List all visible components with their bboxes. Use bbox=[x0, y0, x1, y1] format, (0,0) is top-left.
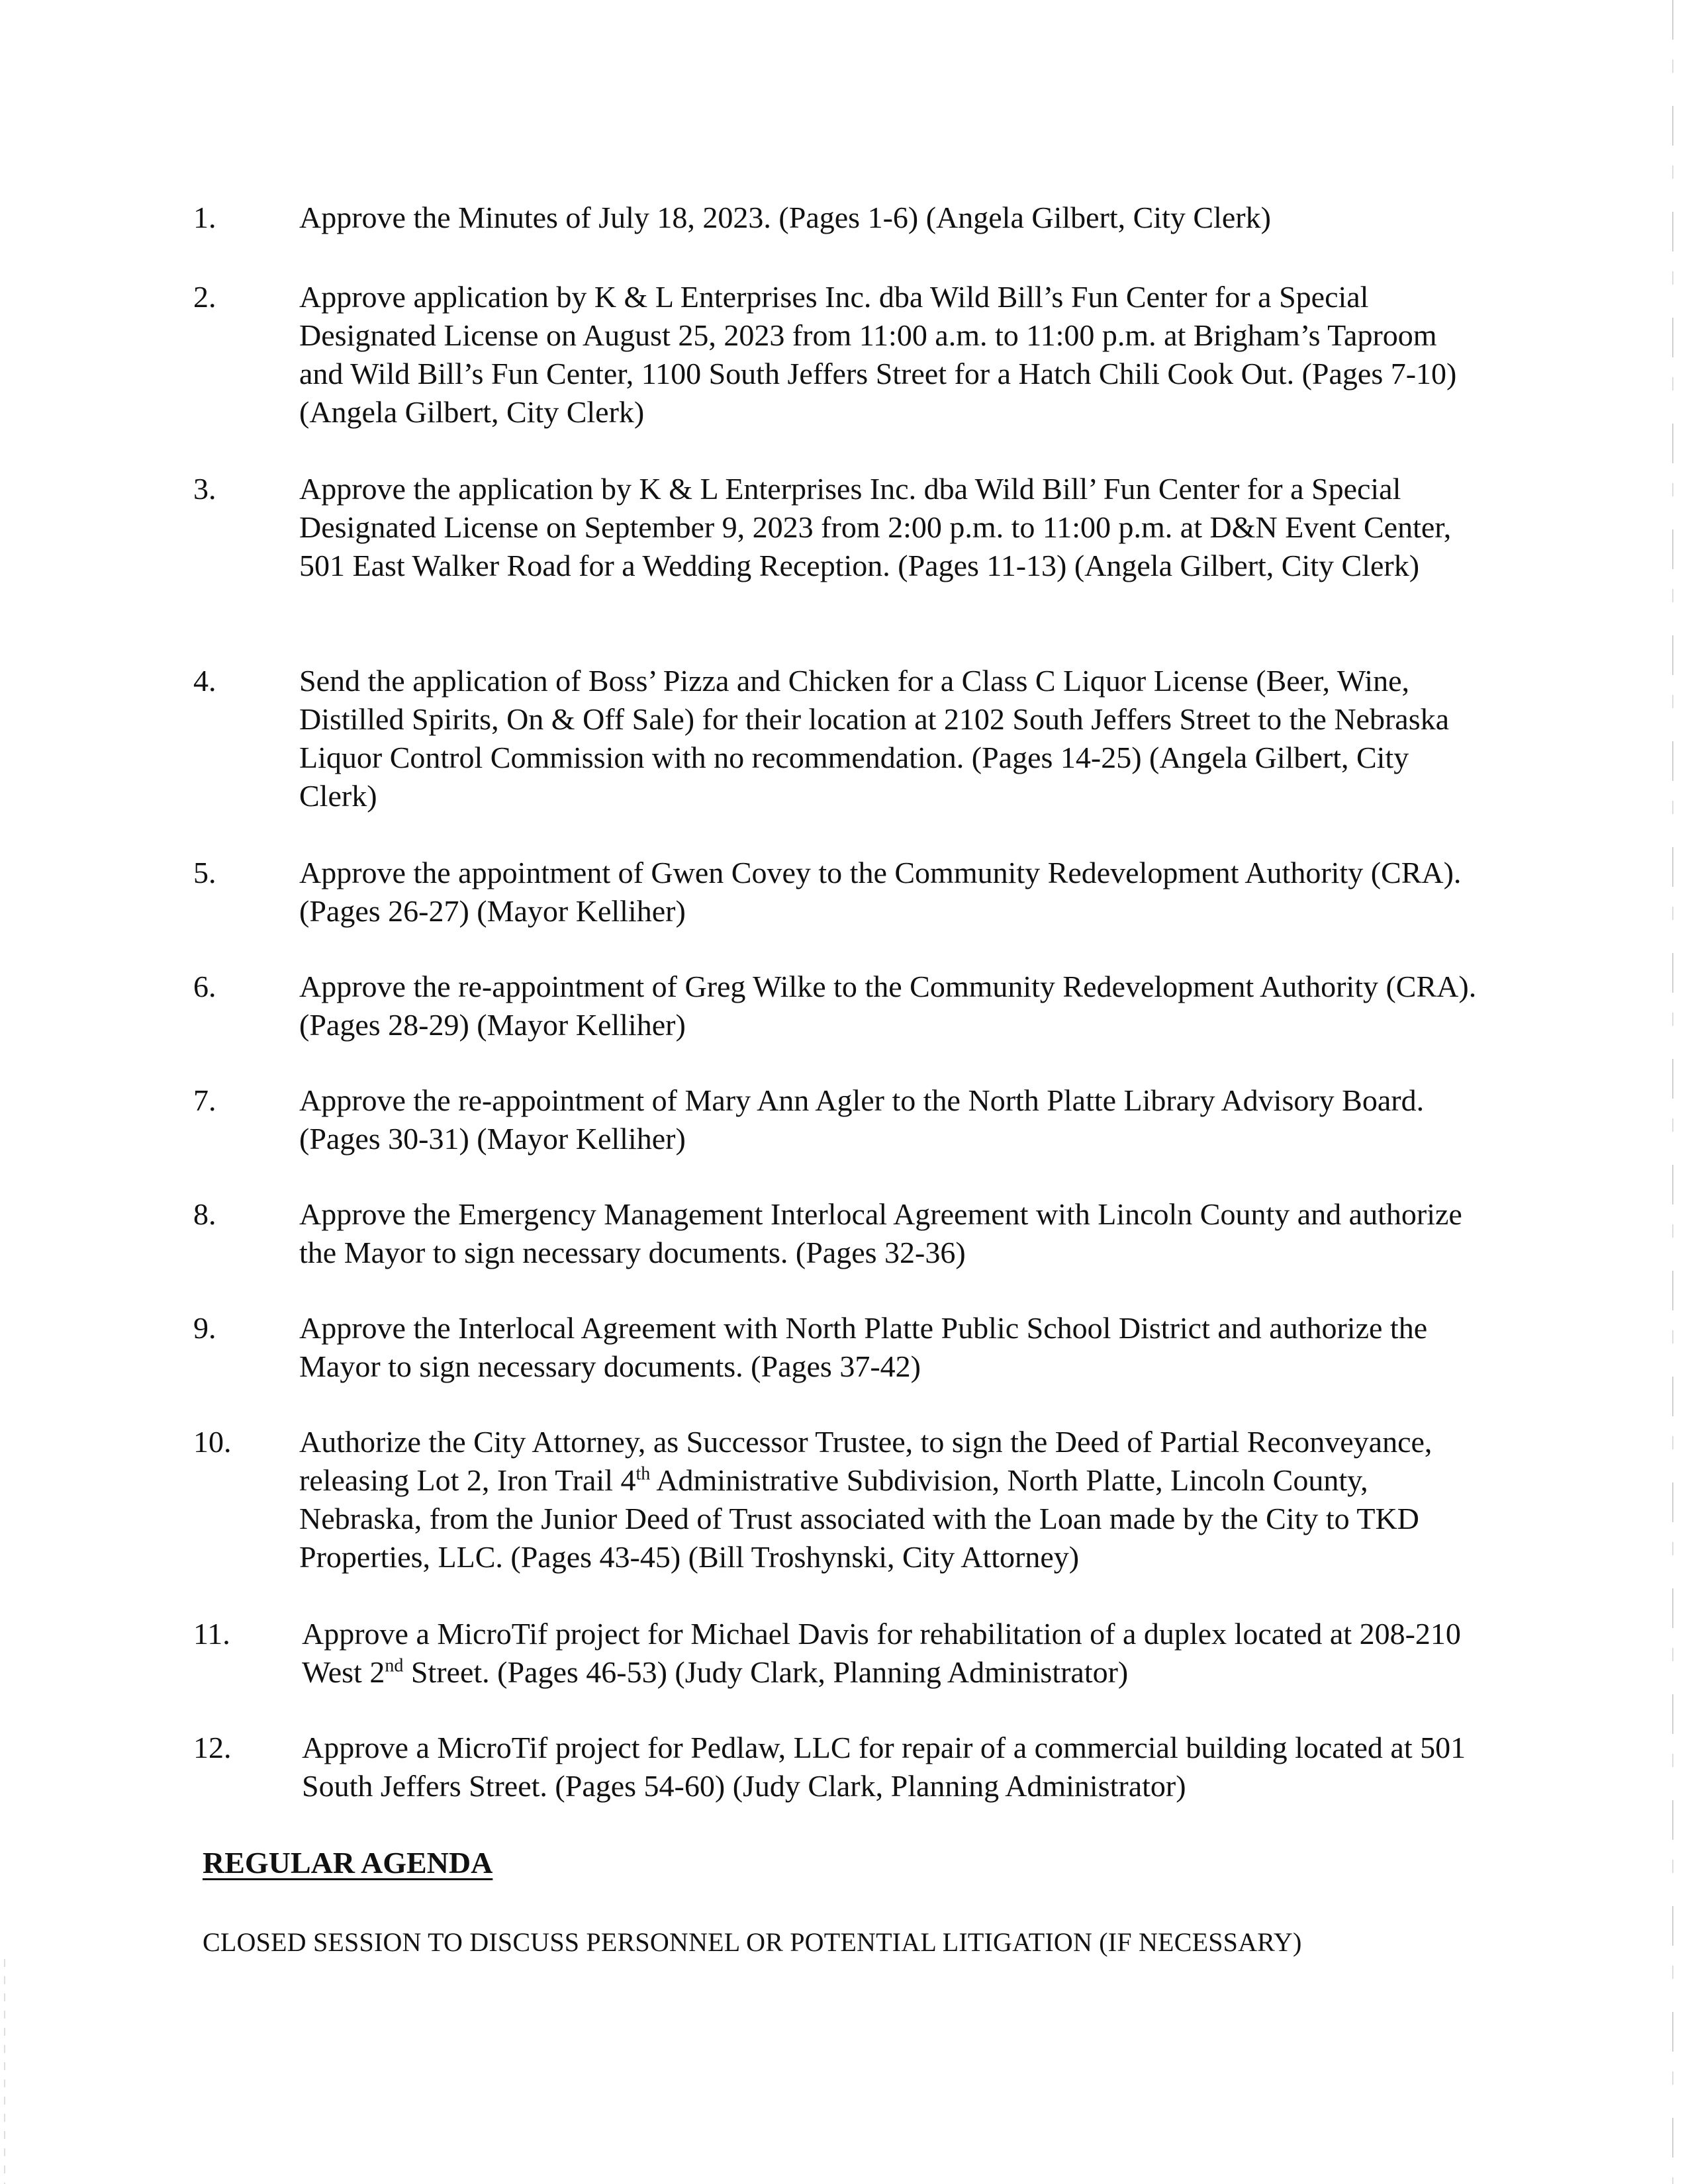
item-number: 8. bbox=[193, 1197, 216, 1231]
item-text: Approve the Interlocal Agreement with North Platte Public School District and authorize the Mayor to sign necessary documents. (Pages 37-42) bbox=[299, 1311, 1428, 1383]
item-number: 4. bbox=[193, 664, 216, 698]
item-text bbox=[302, 1615, 1487, 1692]
item-text: Approve the re-appointment of Mary Ann Agler to the North Platte Library Advisory Board. (Pages 30-31) (Mayor Kelliher) bbox=[299, 1083, 1425, 1156]
item-text: Approve the re-appointment of Greg Wilke to the Community Redevelopment Authority (CRA). (Pages 28-29) (Mayor Kelliher) bbox=[299, 970, 1477, 1042]
item-text-part: Street. (Pages 46-53) (Judy Clark, Planning Administrator) bbox=[403, 1655, 1129, 1689]
ordinal-suffix: nd bbox=[385, 1655, 404, 1676]
item-text: Approve application by K & L Enterprises Inc. dba Wild Bill’s Fun Center for a Special Designated License on August 25, 2023 from 11:00 a.m. to 11:00 p.m. at Brigham’s Taproom and Wild Bill’s Fun Center, 1100 South Jeffers Street for a Hatch Chili Cook Out. (Pages 7-10) (Angela Gilbert, City Clerk) bbox=[299, 280, 1457, 429]
item-number: 10. bbox=[193, 1425, 232, 1459]
item-number: 11. bbox=[193, 1617, 230, 1651]
item-text: Approve the Emergency Management Interlocal Agreement with Lincoln County and authorize the Mayor to sign necessary documents. (Pages 32-36) bbox=[299, 1197, 1462, 1269]
item-number: 7. bbox=[193, 1083, 216, 1117]
item-number: 3. bbox=[193, 472, 216, 506]
item-number: 5. bbox=[193, 856, 216, 889]
item-number: 9. bbox=[193, 1311, 216, 1345]
item-text: Approve the appointment of Gwen Covey to the Community Redevelopment Authority (CRA). (Pages 26-27) (Mayor Kelliher) bbox=[299, 856, 1462, 928]
item-text: Send the application of Boss’ Pizza and Chicken for a Class C Liquor License (Beer, Wine, Distilled Spirits, On & Off Sale) for their location at 2102 South Jeffers Street to the Nebraska Liquor Control Commission with no recommendation. (Pages 14-25) (Angela Gilbert, City Clerk) bbox=[299, 664, 1450, 813]
regular-agenda-heading: REGULAR AGENDA bbox=[203, 1846, 493, 1880]
item-text-part: Approve a MicroTif project for Michael Davis for rehabilitation of a duplex located at 208-210 West 2 bbox=[302, 1617, 1461, 1689]
closed-session-line: CLOSED SESSION TO DISCUSS PERSONNEL OR POTENTIAL LITIGATION (IF NECESSARY) bbox=[203, 1927, 1302, 1957]
item-text bbox=[299, 1423, 1484, 1576]
item-number: 1. bbox=[193, 201, 216, 234]
item-text: Approve the application by K & L Enterprises Inc. dba Wild Bill’ Fun Center for a Special Designated License on September 9, 2023 from 2:00 p.m. to 11:00 p.m. at D&N Event Center, 501 East Walker Road for a Wedding Reception. (Pages 11-13) (Angela Gilbert, City Clerk) bbox=[299, 472, 1452, 582]
item-text-part: Administrative Subdivision, North Platte, Lincoln County, Nebraska, from the Junior Deed of Trust associated with the Loan made by the City to TKD Properties, LLC. (Pages 43-45) (Bill Troshynski, City Attorney) bbox=[299, 1463, 1419, 1574]
item-number: 2. bbox=[193, 280, 216, 314]
scan-edge-mark bbox=[4, 1959, 5, 2184]
scan-edge-line bbox=[1672, 0, 1673, 2184]
item-text: Approve the Minutes of July 18, 2023. (Pages 1-6) (Angela Gilbert, City Clerk) bbox=[299, 201, 1271, 234]
item-number: 12. bbox=[193, 1731, 232, 1764]
item-number: 6. bbox=[193, 970, 216, 1003]
ordinal-suffix: th bbox=[635, 1463, 651, 1484]
item-text: Approve a MicroTif project for Pedlaw, LLC for repair of a commercial building located at 501 South Jeffers Street. (Pages 54-60) (Judy Clark, Planning Administrator) bbox=[302, 1731, 1466, 1803]
item-text-part: Authorize the City Attorney, as Successor Trustee, to sign the Deed of Partial Reconveyance, releasing Lot 2, Iron Trail 4 bbox=[299, 1425, 1433, 1497]
